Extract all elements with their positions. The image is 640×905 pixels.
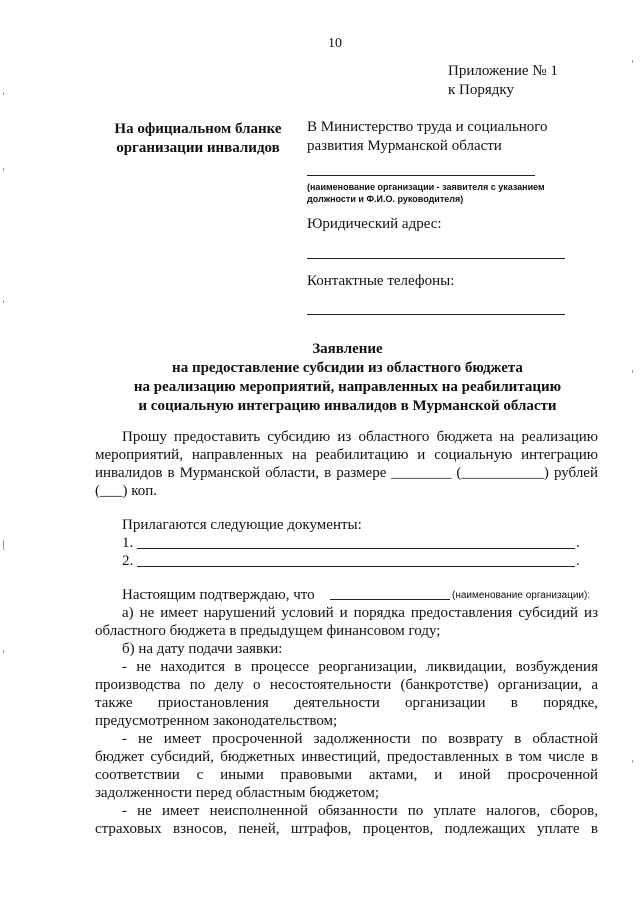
confirm-p1-line4: предусмотренном законодательством; (95, 713, 338, 729)
scan-mark (632, 760, 633, 763)
addressee-blank-line (307, 175, 535, 176)
appendix-line2: к Порядку (448, 82, 514, 98)
request-line1: Прошу предоставить субсидию из областного бюджета на реализацию (122, 429, 598, 445)
attachment-item-2: 2. (122, 553, 134, 569)
legal-address-label: Юридический адрес: (307, 216, 442, 232)
scan-mark (632, 370, 633, 373)
title-line4: и социальную интеграцию инвалидов в Мурманской области (138, 398, 557, 414)
request-line2: мероприятий, направленных на реабилитацию и социальную интеграцию (95, 447, 598, 463)
scan-mark (632, 60, 633, 63)
attachment-end-1: . (576, 535, 580, 551)
legal-address-line (307, 258, 565, 259)
confirm-p1-line2: производства по делу о несостоятельности (банкротстве) организации, а (95, 677, 598, 693)
confirm-p1-line1: - не находится в процессе реорганизации, ликвидации, возбуждения (122, 659, 598, 675)
page-number: 10 (328, 36, 342, 51)
scan-mark (3, 92, 4, 95)
letterhead-line2: организации инвалидов (116, 140, 280, 156)
appendix-line1: Приложение № 1 (448, 63, 558, 79)
confirm-a-line1: а) не имеет нарушений условий и порядка предоставления субсидий из (122, 605, 598, 621)
phones-line (307, 314, 565, 315)
confirm-p2-line2: бюджет субсидий, бюджетных инвестиций, предоставленных в том числе в (95, 749, 598, 765)
confirm-a-line2: областного бюджета в предыдущем финансовом году; (95, 623, 441, 639)
addressee-note-line2: должности и Ф.И.О. руководителя) (307, 194, 464, 204)
addressee-line1: В Министерство труда и социального (307, 119, 548, 135)
confirm-org-note: (наименование организации): (452, 590, 591, 601)
confirm-p3-line2: страховых взносов, пеней, штрафов, процентов, подлежащих уплате в (95, 821, 598, 837)
title-line2: на предоставление субсидии из областного бюджета (172, 360, 523, 376)
addressee-note-line1: (наименование организации - заявителя с указанием (307, 182, 545, 192)
request-line3: инвалидов в Мурманской области, в размере ________ (___________) рублей (95, 465, 598, 481)
scan-mark (3, 650, 4, 653)
confirm-p3-line1: - не имеет неисполненной обязанности по уплате налогов, сборов, (122, 803, 598, 819)
attachment-item-1: 1. (122, 535, 134, 551)
attachment-line-1 (137, 548, 575, 549)
confirm-b-line: б) на дату подачи заявки: (122, 641, 283, 657)
title-line3: на реализацию мероприятий, направленных на реабилитацию (133, 379, 562, 395)
attachment-end-2: . (576, 553, 580, 569)
attachments-heading: Прилагаются следующие документы: (122, 517, 362, 533)
letterhead-line1: На официальном бланке (114, 121, 282, 137)
confirm-lead: Настоящим подтверждаю, что (122, 587, 315, 603)
scan-mark (3, 300, 4, 303)
scan-mark (3, 540, 4, 550)
attachment-line-2 (137, 566, 575, 567)
confirm-p1-line3: также приостановления деятельности организации в порядке, (95, 695, 598, 711)
confirm-p2-line4: задолженности перед областным бюджетом; (95, 785, 379, 801)
confirm-org-line (330, 599, 450, 600)
addressee-line2: развития Мурманской области (307, 138, 502, 154)
phones-label: Контактные телефоны: (307, 273, 455, 289)
confirm-p2-line1: - не имеет просроченной задолженности по возврату в областной (122, 731, 598, 747)
request-line4: (___) коп. (95, 483, 158, 499)
scan-mark (3, 168, 4, 171)
confirm-p2-line3: соответствии с иными правовыми актами, и иной просроченной (95, 767, 598, 783)
title-line1: Заявление (312, 341, 383, 357)
